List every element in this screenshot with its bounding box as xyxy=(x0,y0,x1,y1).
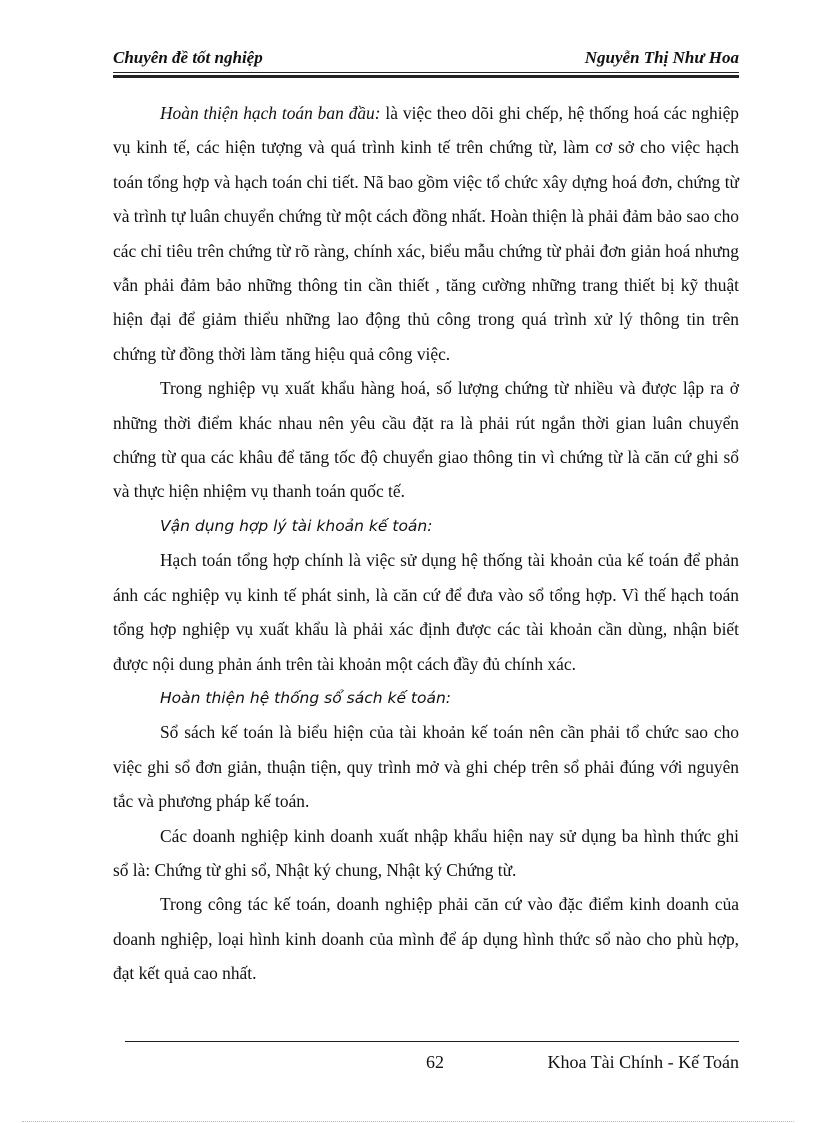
footer-divider xyxy=(125,1041,739,1042)
paragraph: Các doanh nghiệp kinh doanh xuất nhập khẩu hiện nay sử dụng ba hình thức ghi sổ là: Chứng từ ghi sổ, Nhật ký chung, Nhật ký Chứng từ. xyxy=(113,825,739,880)
paragraph xyxy=(113,96,739,371)
paragraph: Hạch toán tổng hợp chính là việc sử dụng hệ thống tài khoản của kế toán để phản ánh các nghiệp vụ kinh tế phát sinh, là căn cứ để đưa vào sổ tổng hợp. Vì thế hạch toán tổng hợp nghiệp vụ xuất khẩu là phải xác định được các tài khoản cần dùng, nhận biết được nội dung phản ánh trên tài khoản một cách đầy đủ chính xác. xyxy=(113,550,739,674)
paragraph-text: là việc theo dõi ghi chếp, hệ thống hoá các nghiệp vụ kinh tế, các hiện tượng và quá trình kinh tế trên chứng từ, làm cơ sở cho việc hạch toán tổng hợp và hạch toán chi tiết. Nã bao gồm việc tổ chức xây dựng hoá đơn, chứng từ và trình tự luân chuyển chứng từ một cách đồng nhất. Hoàn thiện là phải đảm bảo sao cho các chỉ tiêu trên chứng từ rõ ràng, chính xác, biểu mẫu chứng từ phải đơn giản hoá nhưng vẫn phải đảm bảo những thông tin cần thiết , tăng cường những trang thiết bị kỹ thuật hiện đại để giảm thiểu những lao động thủ công trong quá trình xử lý thông tin trên chứng từ đồng thời làm tăng hiệu quả công việc. xyxy=(113,103,740,364)
paragraph-lead: Hoàn thiện hạch toán ban đầu: xyxy=(160,103,381,123)
paragraph: Trong nghiệp vụ xuất khẩu hàng hoá, số lượng chứng từ nhiều và được lập ra ở những thời điểm khác nhau nên yêu cầu đặt ra là phải rút ngắn thời gian luân chuyển chứng từ qua các khâu để tăng tốc độ chuyển giao thông tin vì chứng từ là căn cứ ghi sổ và thực hiện nhiệm vụ thanh toán quốc tế. xyxy=(113,378,739,502)
header-author: Nguyễn Thị Như Hoa xyxy=(584,48,739,67)
section-heading: Hoàn thiện hệ thống sổ sách kế toán: xyxy=(160,688,452,707)
page-number: 62 xyxy=(426,1052,444,1072)
page-edge-divider xyxy=(22,1121,794,1122)
paragraph: Sổ sách kế toán là biểu hiện của tài khoản kế toán nên cần phải tổ chức sao cho việc ghi sổ đơn giản, thuận tiện, quy trình mở và ghi chép trên sổ phải đúng với nguyên tắc và phương pháp kế toán. xyxy=(113,722,739,812)
section-heading: Vận dụng hợp lý tài khoản kế toán: xyxy=(160,516,433,535)
page-body xyxy=(113,96,739,991)
paragraph: Trong công tác kế toán, doanh nghiệp phải căn cứ vào đặc điểm kinh doanh của doanh nghiệp, loại hình kinh doanh của mình để áp dụng hình thức sổ nào cho phù hợp, đạt kết quả cao nhất. xyxy=(113,894,739,984)
header-title: Chuyên đề tốt nghiệp xyxy=(113,48,263,67)
footer-department: Khoa Tài Chính - Kế Toán xyxy=(547,1052,739,1072)
page-header xyxy=(113,44,739,74)
header-divider xyxy=(113,72,739,78)
